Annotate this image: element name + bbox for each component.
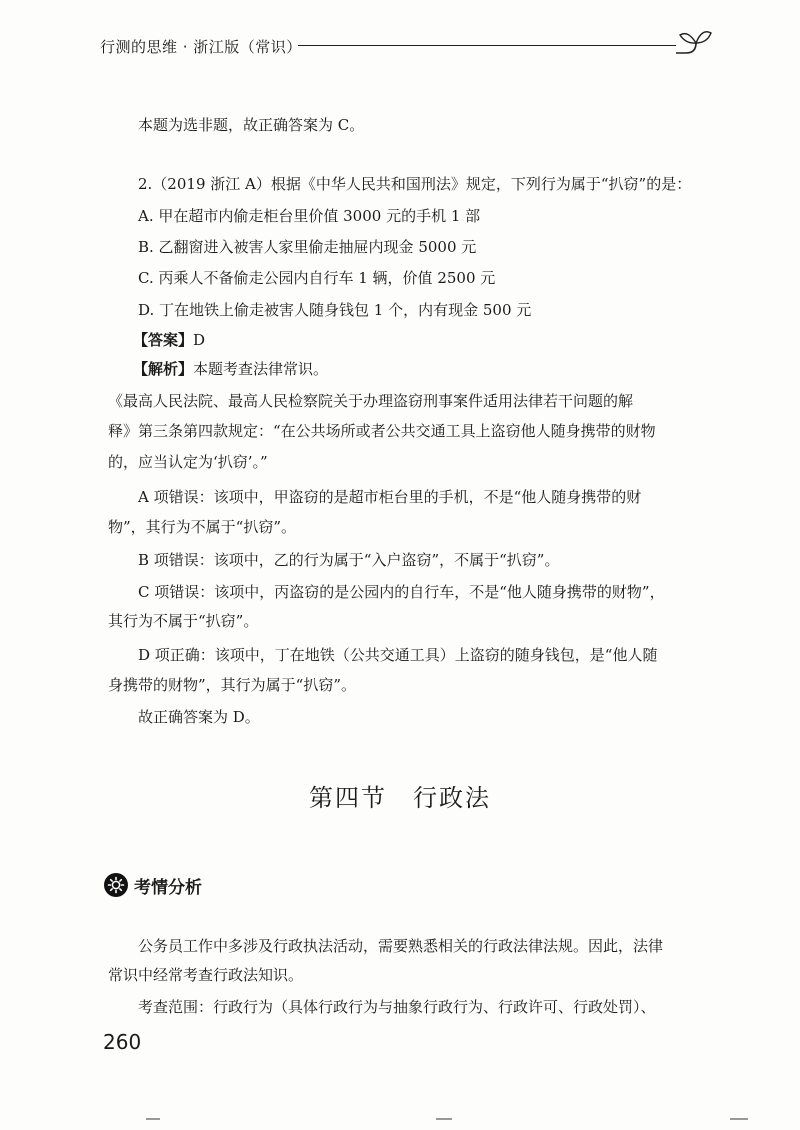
explanation-line: D 项正确：该项中，丁在地铁（公共交通工具）上盗窃的随身钱包，是“他人随: [138, 646, 658, 664]
sun-gear-icon: [104, 873, 128, 897]
explanation-line: 《最高人民法院、最高人民检察院关于办理盗窃刑事案件适用法律若干问题的解: [108, 392, 634, 410]
page-number: 260: [103, 1030, 142, 1054]
body-line: 考查范围：行政行为（具体行政行为与抽象行政行为、行政许可、行政处罚）、: [138, 998, 656, 1016]
question-stem: 2.（2019 浙江 A）根据《中华人民共和国刑法》规定，下列行为属于“扒窃”的是：: [138, 175, 692, 193]
intro-line: 本题为选非题，故正确答案为 C。: [138, 116, 365, 134]
explanation-line: 身携带的财物”，其行为属于“扒窃”。: [108, 676, 357, 694]
option-b: B. 乙翻窗进入被害人家里偷走抽屉内现金 5000 元: [138, 238, 477, 256]
answer-line: [133, 329, 205, 350]
option-d: D. 丁在地铁上偷走被害人随身钱包 1 个，内有现金 500 元: [138, 301, 532, 319]
explanation-line: 其行为不属于“扒窃”。: [108, 612, 259, 630]
answer-label: 【答案】: [133, 331, 194, 349]
scan-speck: [730, 1118, 748, 1120]
analysis-text: 本题考查法律常识。: [193, 360, 329, 378]
explanation-line: B 项错误：该项中，乙的行为属于“入户盗窃”，不属于“扒窃”。: [138, 551, 560, 569]
explanation-line: 的，应当认定为‘扒窃’。”: [108, 453, 268, 471]
scan-speck: [146, 1118, 160, 1120]
subsection-title: 考情分析: [134, 877, 202, 898]
answer-value: D: [193, 331, 206, 349]
body-line: 公务员工作中多涉及行政执法活动，需要熟悉相关的行政法律法规。因此，法律: [138, 937, 664, 955]
body-line: 常识中经常考查行政法知识。: [108, 966, 304, 984]
explanation-line: 物”，其行为不属于“扒窃”。: [108, 518, 297, 536]
explanation-line: 释》第三条第四款规定：“在公共场所或者公共交通工具上盗窃他人随身携带的财物: [108, 422, 656, 440]
explanation-line: C 项错误：该项中，丙盗窃的是公园内的自行车，不是“他人随身携带的财物”，: [138, 583, 665, 601]
book-title: 行测的思维 · 浙江版（常识）: [100, 38, 302, 56]
running-header: [100, 32, 720, 62]
analysis-label: 【解析】: [133, 360, 194, 378]
option-c: C. 丙乘人不备偷走公园内自行车 1 辆，价值 2500 元: [138, 269, 496, 287]
analysis-line: [133, 358, 328, 379]
option-a: A. 甲在超市内偷走柜台里价值 3000 元的手机 1 部: [138, 207, 481, 225]
section-title: 第四节 行政法: [309, 784, 491, 812]
subsection-heading: [104, 872, 202, 898]
explanation-line: A 项错误：该项中，甲盗窃的是超市柜台里的手机，不是“他人随身携带的财: [138, 488, 642, 506]
sprout-icon: [674, 26, 714, 56]
scan-speck: [436, 1118, 452, 1120]
header-rule: [298, 45, 676, 46]
explanation-line: 故正确答案为 D。: [138, 708, 260, 726]
